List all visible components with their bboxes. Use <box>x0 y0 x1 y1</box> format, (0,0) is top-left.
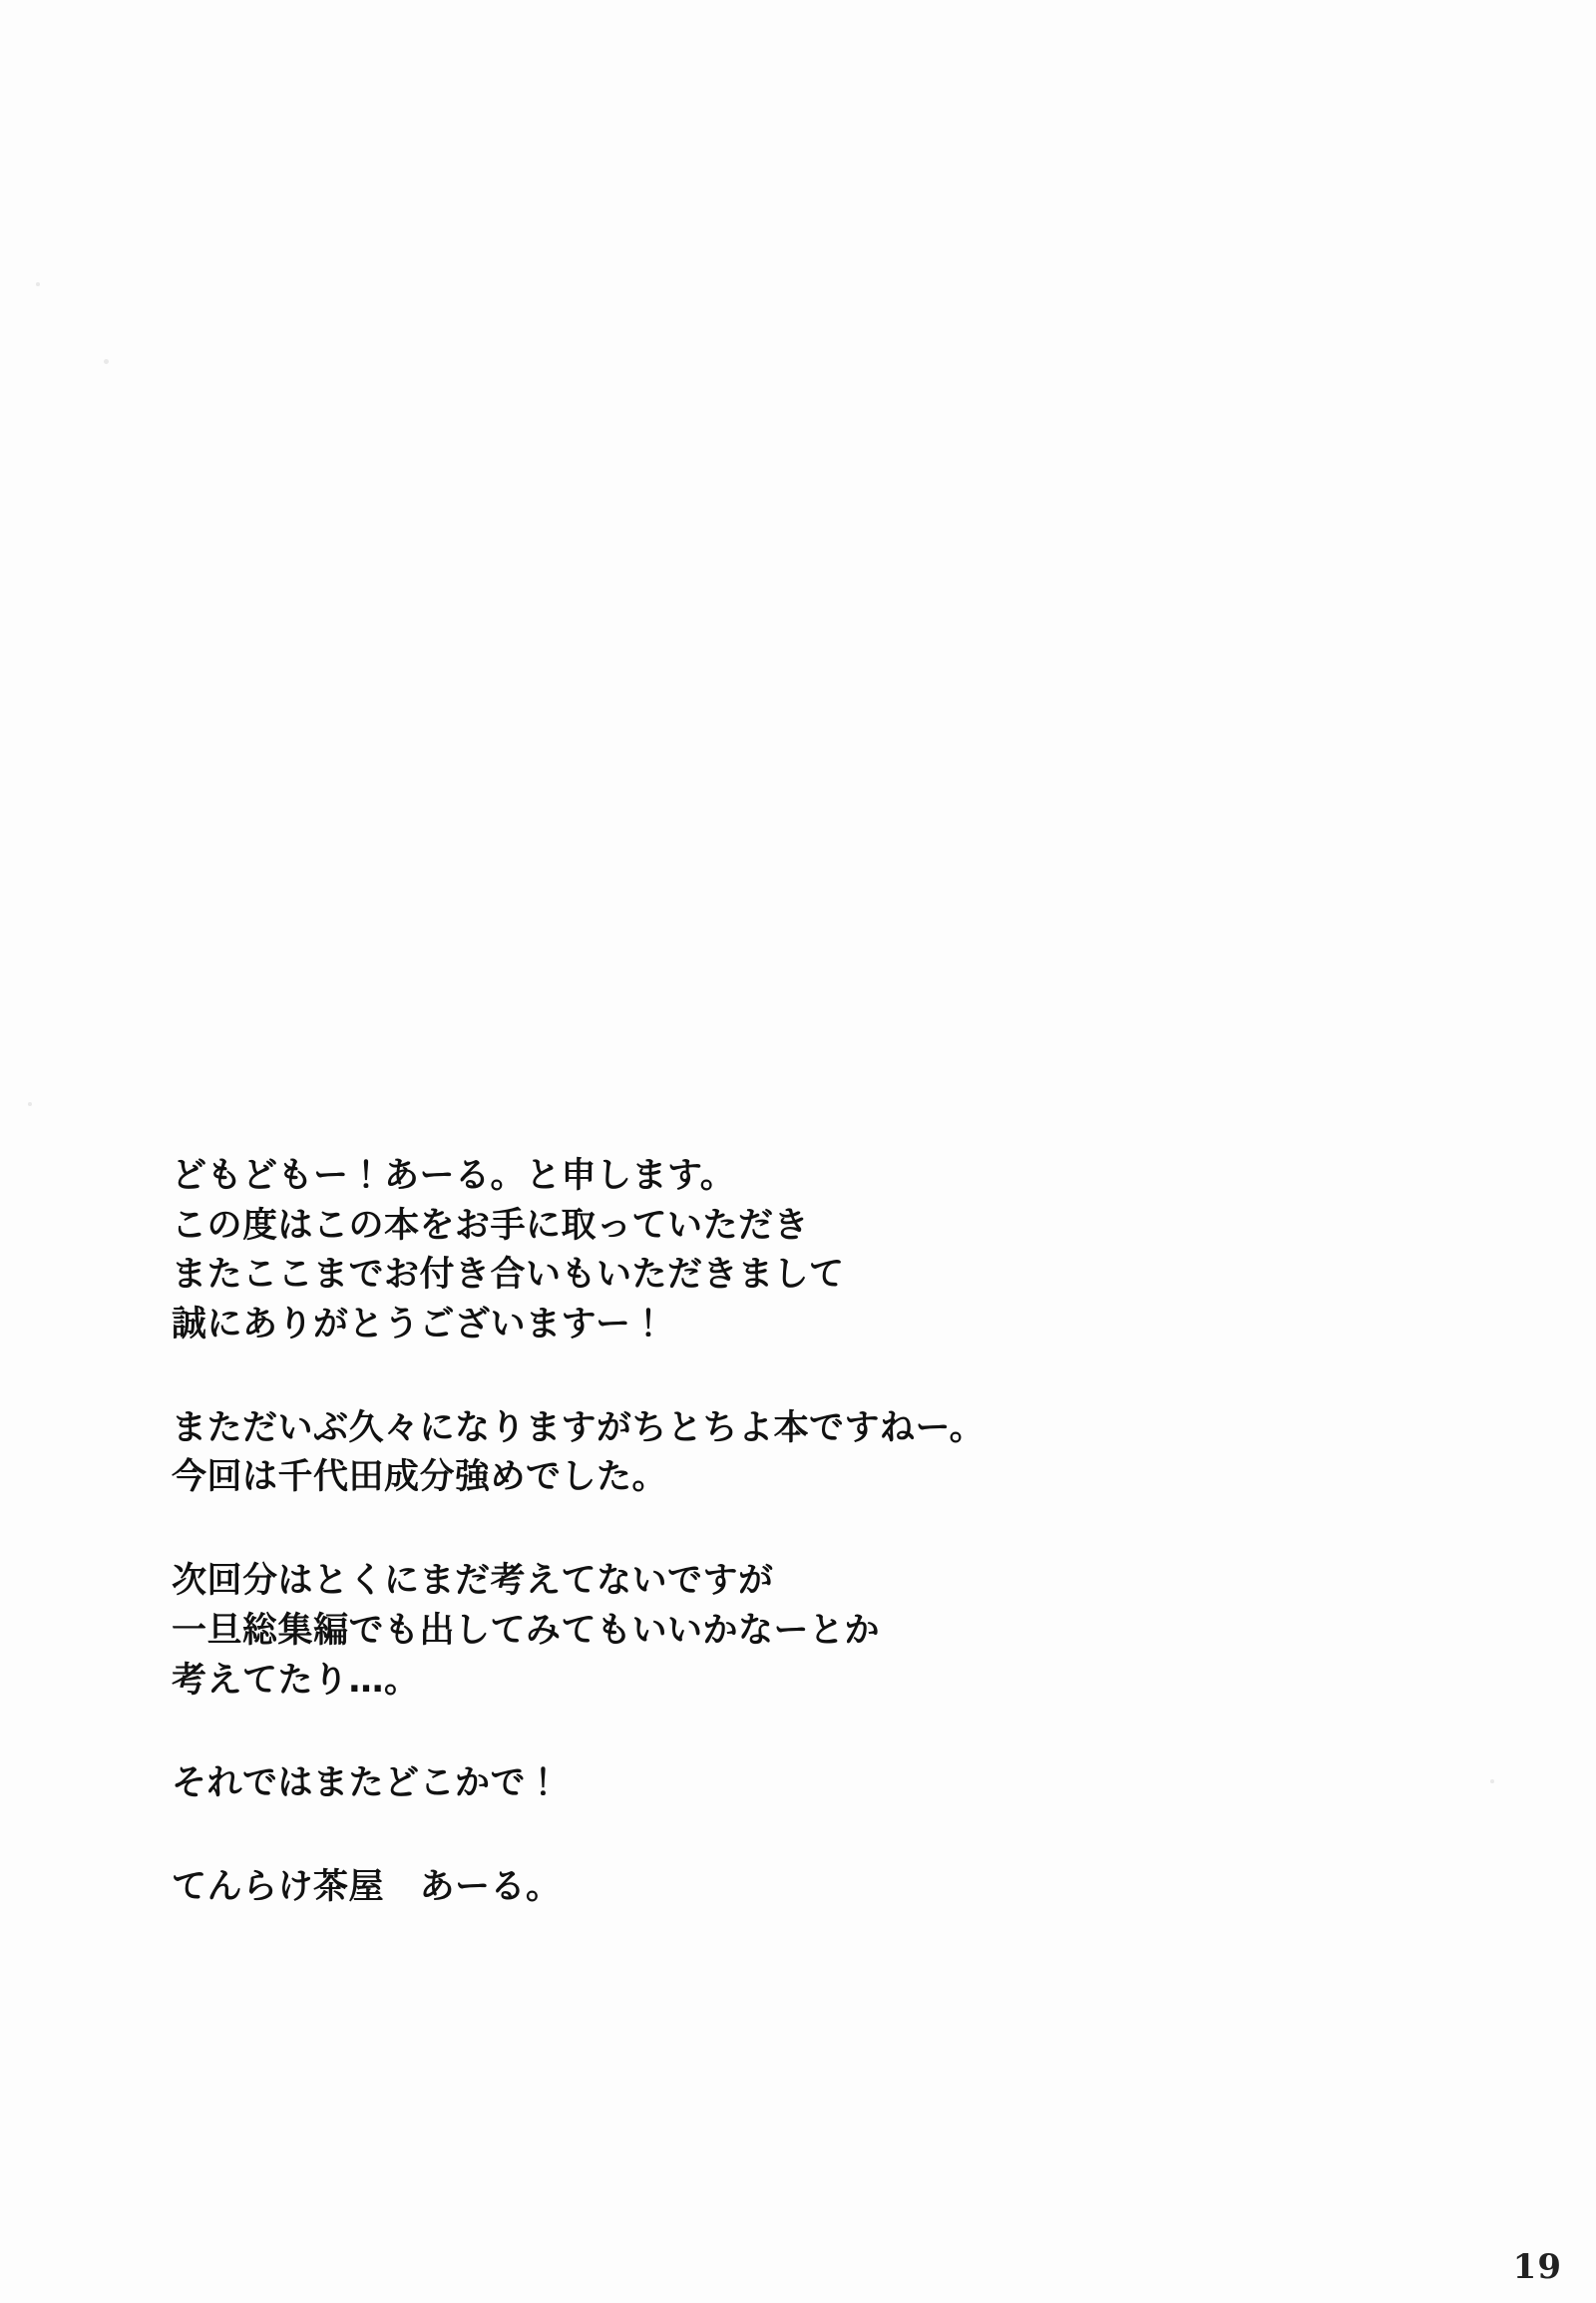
paragraph-about-book <box>172 1404 1349 1503</box>
text-line: 誠にありがとうございますー！ <box>172 1305 666 1345</box>
text-line: 今回は千代田成分強めでした。 <box>172 1457 668 1498</box>
text-line: 次回分はとくにまだ考えてないですが <box>172 1561 774 1602</box>
paper-speck <box>1490 1779 1494 1783</box>
text-line: どもどもー！あーる。と申します。 <box>172 1156 736 1196</box>
text-line: それではまたどこかで！ <box>172 1763 562 1804</box>
text-line: まただいぶ久々になりますがちとちよ本ですねー。 <box>172 1407 986 1448</box>
paragraph-closing <box>172 1759 1349 1809</box>
paragraph-greeting <box>172 1152 1349 1350</box>
text-line: 一旦総集編でも出してみてもいいかなーとか <box>172 1610 881 1651</box>
paragraph-next-time <box>172 1557 1349 1706</box>
text-line: この度はこの本をお手に取っていただき <box>172 1205 810 1246</box>
text-line: またここまでお付き合いもいただきまして <box>172 1255 845 1296</box>
paper-speck <box>36 282 40 286</box>
paragraph-signature <box>172 1863 1349 1913</box>
text-line: 考えてたり…。 <box>172 1660 420 1701</box>
paper-speck <box>28 1102 32 1106</box>
author-signature: てんらけ茶屋 あーる。 <box>172 1866 562 1907</box>
page-number: 19 <box>1512 2247 1562 2287</box>
afterword-text-block <box>172 1152 1349 1913</box>
paper-speck <box>104 359 109 364</box>
